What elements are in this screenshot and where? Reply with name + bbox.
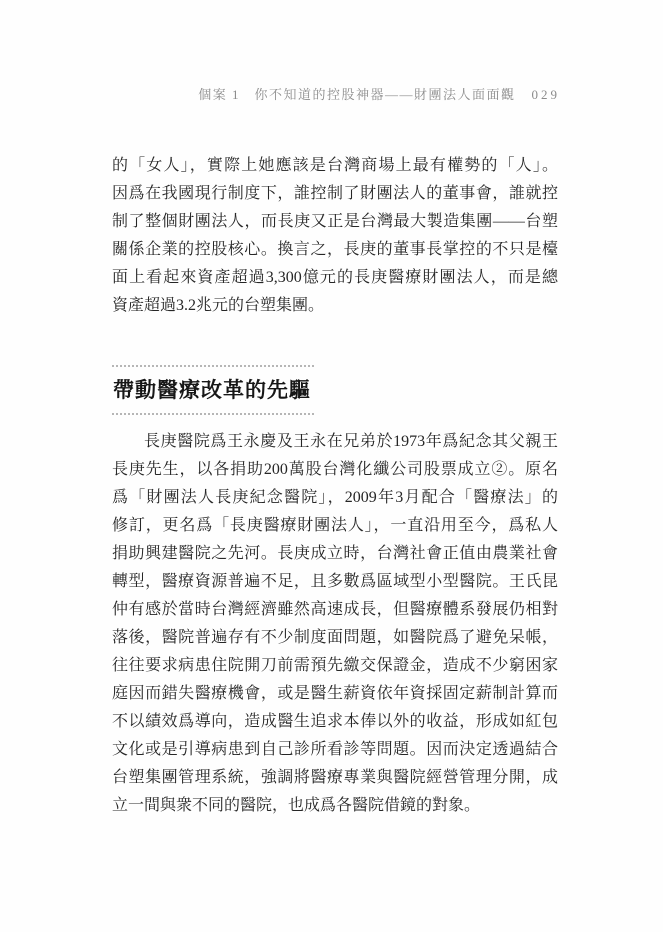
text-line: 因爲在我國現行制度下，誰控制了財團法人的董事會，誰就控 [112,185,558,202]
text-line: 仲有感於當時台灣經濟雖然高速成長，但醫療體系發展仍相對 [112,601,558,618]
section-heading: 帶動醫療改革的先驅 [112,365,314,415]
paragraph-body [112,428,558,820]
chapter-title: 個案 1 你不知道的控股神器——財團法人面面觀 [198,87,516,102]
text-line: 關係企業的控股核心。換言之，長庚的董事長掌控的不只是檯 [112,241,558,258]
text-line: 制了整個財團法人，而長庚又正是台灣最大製造集團——台塑 [112,213,558,230]
text-line: 長庚醫院爲王永慶及王永在兄弟於1973年爲紀念其父親王 [144,433,558,450]
text-line: 庭因而錯失醫療機會，或是醫生薪資依年資採固定薪制計算而 [112,685,558,702]
text-line: 的「女人」，實際上她應該是台灣商場上最有權勢的「人」。 [112,157,558,174]
text-line: 往往要求病患住院開刀前需預先繳交保證金，造成不少窮困家 [112,657,558,674]
text-line: 捐助興建醫院之先河。長庚成立時，台灣社會正值由農業社會 [112,545,558,562]
text-line: 面上看起來資產超過3,300億元的長庚醫療財團法人，而是總 [112,269,558,286]
text-line: 落後，醫院普遍存有不少制度面問題，如醫院爲了避免呆帳， [112,629,558,646]
text-line: 立一間與衆不同的醫院，也成爲各醫院借鏡的對象。 [112,797,481,814]
text-line: 台塑集團管理系統，強調將醫療專業與醫院經營管理分開，成 [112,769,558,786]
paragraph-continuation [112,152,558,320]
text-line: 不以績效爲導向，造成醫生追求本俸以外的收益，形成如紅包 [112,713,558,730]
running-header [110,84,560,103]
text-line: 資產超過3.2兆元的台塑集團。 [112,297,325,314]
text-line: 轉型，醫療資源普遍不足，且多數爲區域型小型醫院。王氏昆 [112,573,558,590]
text-line: 長庚先生，以各捐助200萬股台灣化纖公司股票成立②。原名 [112,461,558,478]
text-line: 修訂，更名爲「長庚醫療財團法人」，一直沿用至今，爲私人 [112,517,558,534]
page-number: 029 [531,87,560,102]
text-line: 爲「財團法人長庚紀念醫院」，2009年3月配合「醫療法」的 [112,489,558,506]
text-line: 文化或是引導病患到自己診所看診等問題。因而決定透過結合 [112,741,558,758]
